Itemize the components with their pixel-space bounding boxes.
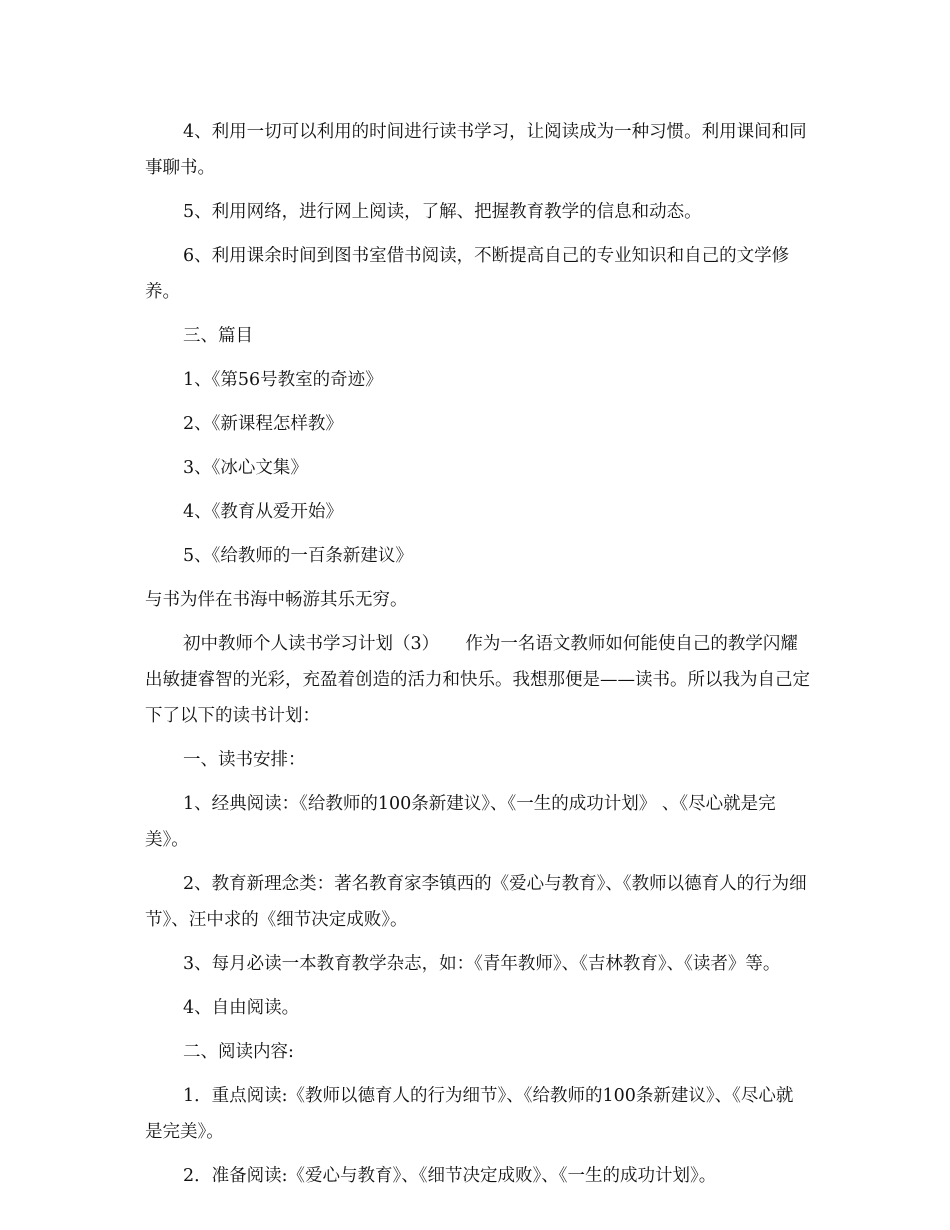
arrangement-item-3: 3、每月必读一本教育教学杂志，如：《青年教师》、《吉林教育》、《读者》等。 [183,954,781,974]
section-heading-titles: 三、篇目 [183,326,253,346]
book-item-3: 3、《冰心文集》 [183,458,308,478]
paragraph-reading-habit: 4、利用一切可以利用的时间进行读书学习，让阅读成为一种习惯。利用课间和同事聊书。 [145,122,807,178]
content-item-2: 2．准备阅读:《爱心与教育》、《细节决定成败》、《一生的成功计划》。 [183,1166,717,1186]
book-item-1: 1、《第56号教室的奇迹》 [183,370,383,390]
arrangement-item-1: 1、经典阅读：《给教师的100条新建议》、《一生的成功计划》 、《尽心就是完美》。 [145,794,776,850]
closing-sentence: 与书为伴在书海中畅游其乐无穷。 [145,590,408,610]
paragraph-online-reading: 5、利用网络，进行网上阅读，了解、把握教育教学的信息和动态。 [183,202,702,222]
paragraph-library-reading: 6、利用课余时间到图书室借书阅读，不断提高自己的专业知识和自己的文学修养。 [145,246,790,302]
book-item-4: 4、《教育从爱开始》 [183,502,343,522]
section-heading-content: 二、阅读内容: [183,1042,294,1062]
document-body [145,114,810,1202]
book-item-5: 5、《给教师的一百条新建议》 [183,546,413,566]
section-heading-arrangement: 一、读书安排： [183,750,306,770]
content-item-1: 1．重点阅读:《教师以德育人的行为细节》、《给教师的100条新建议》、《尽心就是完美》。 [145,1086,794,1142]
book-item-2: 2、《新课程怎样教》 [183,414,343,434]
plan-intro-paragraph: 初中教师个人读书学习计划（3） 作为一名语文教师如何能使自己的教学闪耀出敏捷睿智的光彩，充盈着创造的活力和快乐。我想那便是——读书。所以我为自己定下了以下的读书计划： [145,634,810,726]
arrangement-item-2: 2、教育新理念类：著名教育家李镇西的《爱心与教育》、《教师以德育人的行为细节》、汪中求的《细节决定成败》。 [145,874,807,930]
arrangement-item-4: 4、自由阅读。 [183,998,300,1018]
